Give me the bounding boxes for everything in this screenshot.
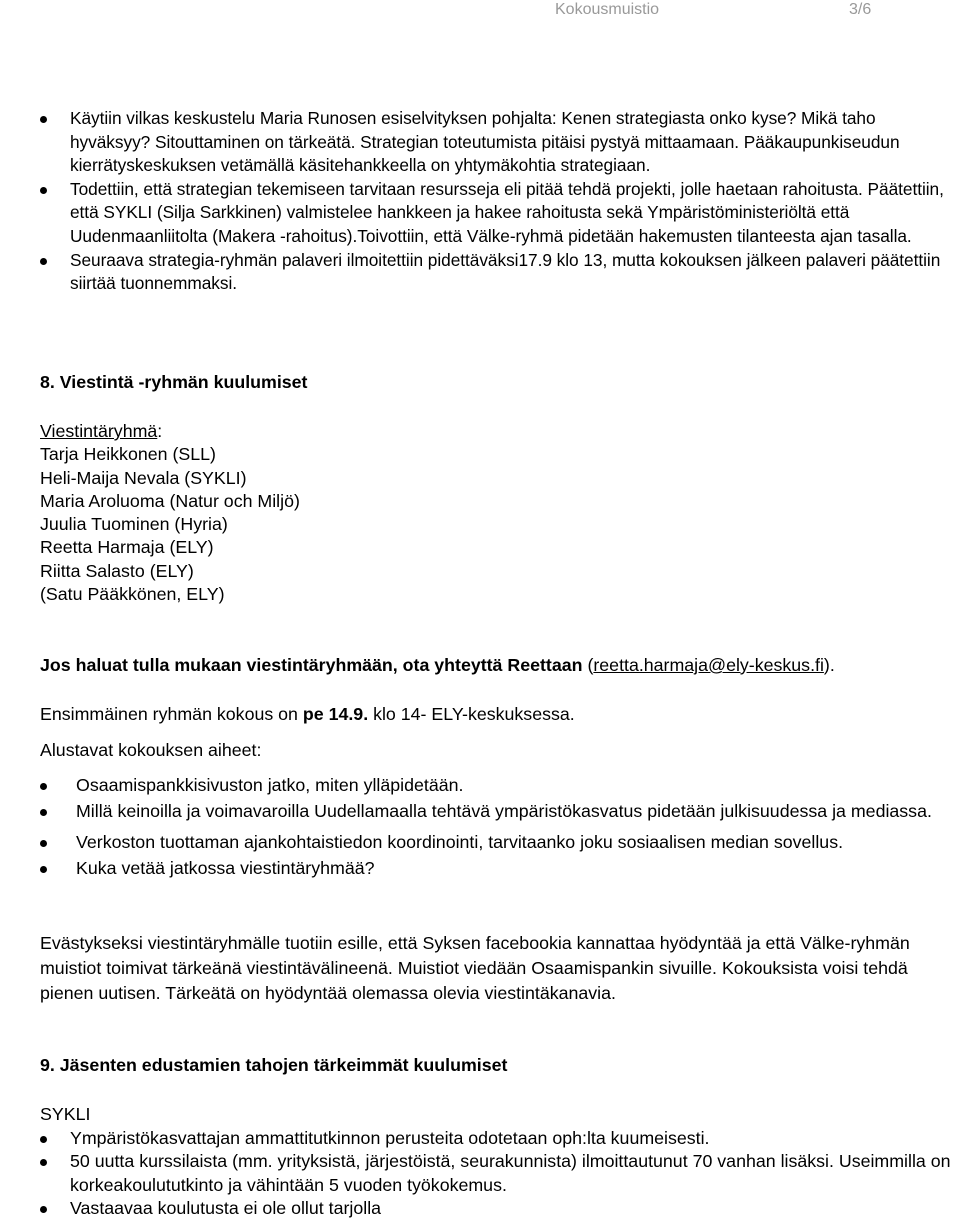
page-number: 3/6 xyxy=(849,1,872,18)
join-text: Jos haluat tulla mukaan viestintäryhmään, ota yhteyttä Reettaan xyxy=(40,655,583,675)
list-item xyxy=(40,249,958,296)
member-name: Tarja Heikkonen (SLL) xyxy=(40,444,216,465)
list-item-text: Verkoston tuottaman ajankohtaistiedon koordinointi, tarvitaanko joku sosiaalisen median sovellus. xyxy=(76,831,844,852)
document-title: Kokousmuistio xyxy=(555,1,660,18)
section8-group xyxy=(40,420,958,606)
list-item-text: Ympäristökasvattajan ammattitutkinnon perusteita odotetaan oph:lta kuumeisesti. xyxy=(70,1128,710,1148)
section7-bullets xyxy=(40,107,958,296)
member-name: Reetta Harmaja (ELY) xyxy=(40,537,214,558)
member-name: Heli-Maija Nevala (SYKLI) xyxy=(40,467,247,488)
member-name: Juulia Tuominen (Hyria) xyxy=(40,514,228,535)
list-item-text: 50 uutta kurssilaista (mm. yrityksistä, järjestöistä, seurakunnista) ilmoittautunut 70 vanhan lisäksi. Useimmilla on korkeakoulututkinto ja vähintään 5 vuoden työkokemus. xyxy=(70,1151,951,1195)
list-item-text: Osaamispankkisivuston jatko, miten ylläpidetään. xyxy=(76,775,464,795)
join-open: ( xyxy=(582,655,594,675)
list-item xyxy=(40,178,958,249)
list-item xyxy=(40,774,958,797)
section9-bullets xyxy=(40,1127,958,1220)
list-item xyxy=(40,800,958,823)
member-name: Maria Aroluoma (Natur och Miljö) xyxy=(40,490,300,511)
join-line xyxy=(40,654,958,677)
list-item-text: Millä keinoilla ja voimavaroilla Uudellamaalla tehtävä ympäristökasvatus pidetään julkisuudessa ja mediassa. xyxy=(76,801,932,822)
first-meeting-pre: Ensimmäinen ryhmän kokous on xyxy=(40,704,303,724)
first-meeting-date: pe 14.9. xyxy=(302,704,369,724)
list-item xyxy=(40,107,958,178)
list-item xyxy=(40,1127,958,1150)
list-item-text: Todettiin, että strategian tekemiseen tarvitaan resursseja eli pitää tehdä projekti, jolle haetaan rahoitusta. Päätettiin, että SYKLI (Silja Sarkkinen) valmistelee hankkeen ja hakee rahoitusta sekä Ympäristöministeriöltä että Uudenmaanliitolta (Makera -rahoitus).Toivottiin, että Välke-ryhmä pidetään hakemusten tilanteesta ajan tasalla. xyxy=(70,178,944,246)
list-item xyxy=(40,1197,958,1220)
list-item xyxy=(40,857,958,880)
join-close: ). xyxy=(823,655,835,675)
member-name: (Satu Pääkkönen, ELY) xyxy=(40,584,225,605)
section8-heading: 8. Viestintä -ryhmän kuulumiset xyxy=(40,372,308,392)
feedback-paragraph: Evästykseksi viestintäryhmälle tuotiin esille, että Syksen facebookia kannattaa hyödyntää ja että Välke-ryhmän muistiot toimivat tärkeänä viestintävälineenä. Muistiot viedään Osaamispankin sivuille. Kokouksista voisi tehdä pienen uutisen. Tärkeätä on hyödyntää olemassa olevia viestintäkanavia. xyxy=(40,933,910,1003)
list-item-text: Vastaavaa koulutusta ei ole ollut tarjolla xyxy=(70,1197,382,1218)
list-item xyxy=(40,831,958,854)
member-name: Riitta Salasto (ELY) xyxy=(40,560,194,581)
topics-list xyxy=(40,774,958,880)
list-item xyxy=(40,1150,958,1197)
topics-label: Alustavat kokouksen aiheet: xyxy=(40,740,262,760)
section9-heading: 9. Jäsenten edustamien tahojen tärkeimmät kuulumiset xyxy=(40,1055,508,1075)
group-label-line xyxy=(40,420,958,443)
list-item-text: Käytiin vilkas keskustelu Maria Runosen esiselvityksen pohjalta: Kenen strategiasta onko kyse? Mikä taho hyväksyy? Sitouttaminen on tärkeätä. Strategian toteutumista pitäisi pystyä mittaamaan. Pääkaupunkiseudun kierrätyskeskuksen vetämällä käsitehankkeella on yhtymäkohtia strategiaan. xyxy=(70,108,900,176)
first-meeting-post: klo 14- ELY-keskuksessa. xyxy=(368,704,575,724)
group-label: Viestintäryhmä xyxy=(40,421,158,441)
first-meeting-line xyxy=(40,703,958,726)
group-label-suffix: : xyxy=(157,421,163,441)
list-item-text: Seuraava strategia-ryhmän palaveri ilmoitettiin pidettäväksi17.9 klo 13, mutta kokouksen jälkeen palaveri päätettiin siirtää tuonnemmaksi. xyxy=(70,249,941,294)
section9-org: SYKLI xyxy=(40,1104,91,1124)
email-link[interactable]: reetta.harmaja@ely-keskus.fi xyxy=(593,655,824,675)
list-item-text: Kuka vetää jatkossa viestintäryhmää? xyxy=(76,857,375,878)
